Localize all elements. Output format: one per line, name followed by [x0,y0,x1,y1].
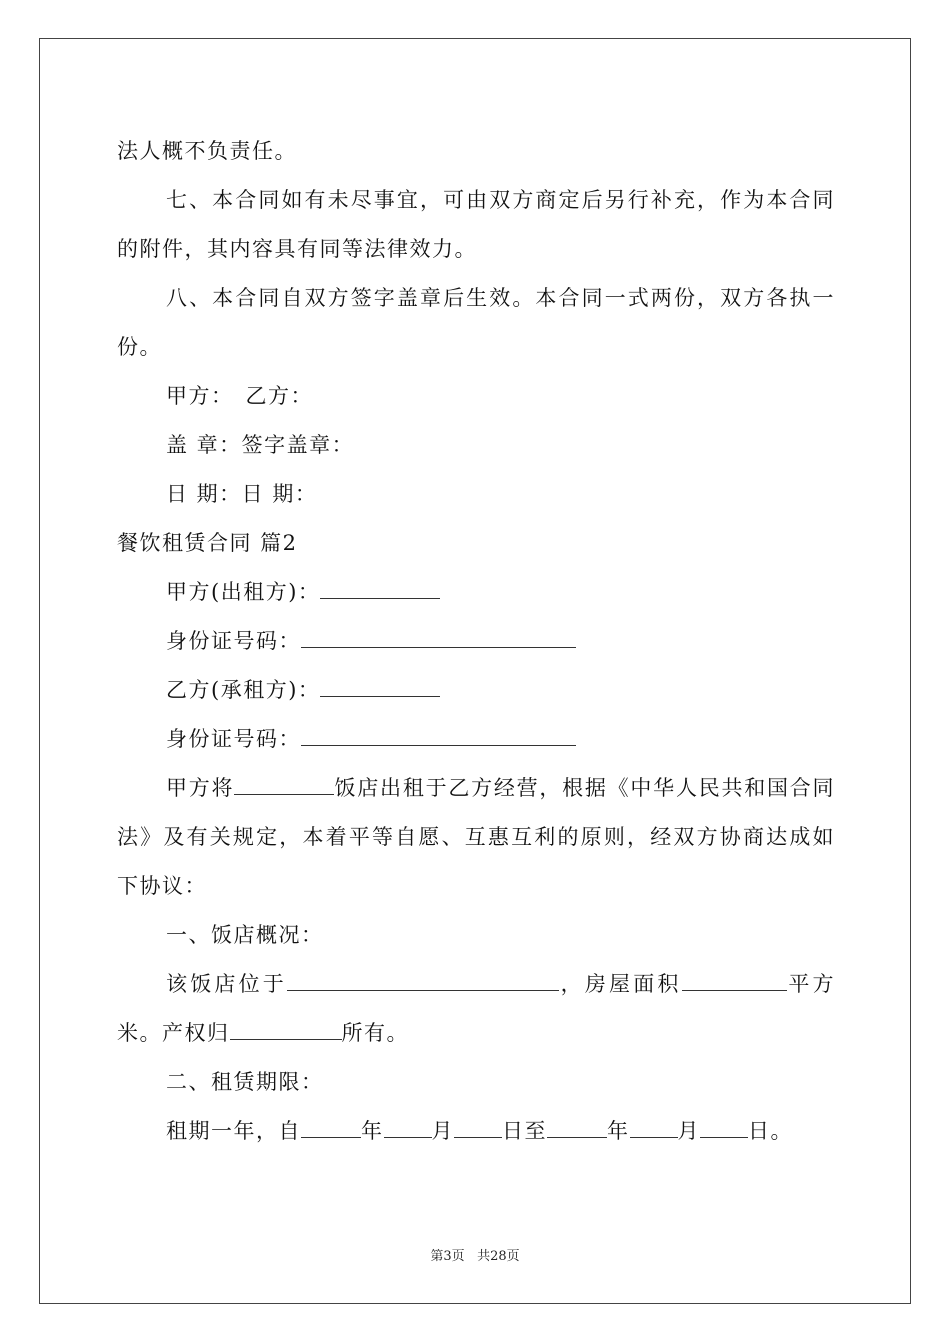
start-month-blank [384,1119,432,1138]
lessor-id-label: 身份证号码： [166,629,301,653]
start-year-blank [301,1119,361,1138]
lessee-line [117,666,835,715]
intro-start: 甲方将 [166,776,235,800]
owner-blank [230,1021,342,1040]
owner-suffix: 所有。 [341,1021,409,1045]
end-day-blank [700,1119,748,1138]
section-heading: 餐饮租赁合同 篇2 [117,531,298,555]
term-month: 月 [431,1119,454,1143]
intro-paragraph [117,764,835,911]
signature-date: 日 期：日 期： [166,482,318,506]
lessee-id-label: 身份证号码： [166,727,301,751]
lessor-id-blank [301,629,576,648]
restaurant-overview [117,960,835,1058]
lessee-name-blank [320,678,440,697]
lessor-line [117,568,835,617]
page-number: 第3页 [430,1249,465,1264]
term-year: 年 [361,1119,384,1143]
start-day-blank [454,1119,502,1138]
end-year-blank [547,1119,607,1138]
term-start: 租期一年，自 [166,1119,301,1143]
clause-seven: 七、本合同如有未尽事宜，可由双方商定后另行补充，作为本合同的附件，其内容具有同等法律效力。 [117,188,835,261]
lessee-id-blank [301,727,576,746]
end-month-blank [630,1119,678,1138]
paragraph-liability: 法人概不负责任。 [117,139,297,163]
intro-rest: 饭店出租于乙方经营，根据《中华人民共和国合同法》及有关规定，本着平等自愿、互惠互利的原则，经双方协商达成如下协议： [117,776,835,898]
signature-parties: 甲方： 乙方： [166,384,313,408]
term-to: 日至 [502,1119,547,1143]
lessor-name-blank [320,580,440,599]
term-day-end: 日。 [748,1119,793,1143]
page-total: 共28页 [477,1249,520,1264]
term-year-end: 年 [607,1119,630,1143]
location-blank [287,972,559,991]
page-footer [0,1245,950,1264]
lease-term-line [117,1107,835,1156]
clause-eight: 八、本合同自双方签字盖章后生效。本合同一式两份，双方各执一份。 [117,286,835,359]
term-month-end: 月 [677,1119,700,1143]
lessee-label: 乙方(承租方)： [166,678,321,702]
document-body [117,127,835,1156]
restaurant-name-blank [234,776,334,795]
lessor-label: 甲方(出租方)： [166,580,321,604]
area-label: ，房屋面积 [558,972,682,996]
signature-seal: 盖 章：签字盖章： [166,433,355,457]
location-label: 该饭店位于 [166,972,287,996]
lessor-id-line [117,617,835,666]
area-blank [682,972,787,991]
section-one-title: 一、饭店概况： [166,923,324,947]
owner-label: 平方米。产权归 [117,972,836,1045]
section-two-title: 二、租赁期限： [166,1070,324,1094]
lessee-id-line [117,715,835,764]
